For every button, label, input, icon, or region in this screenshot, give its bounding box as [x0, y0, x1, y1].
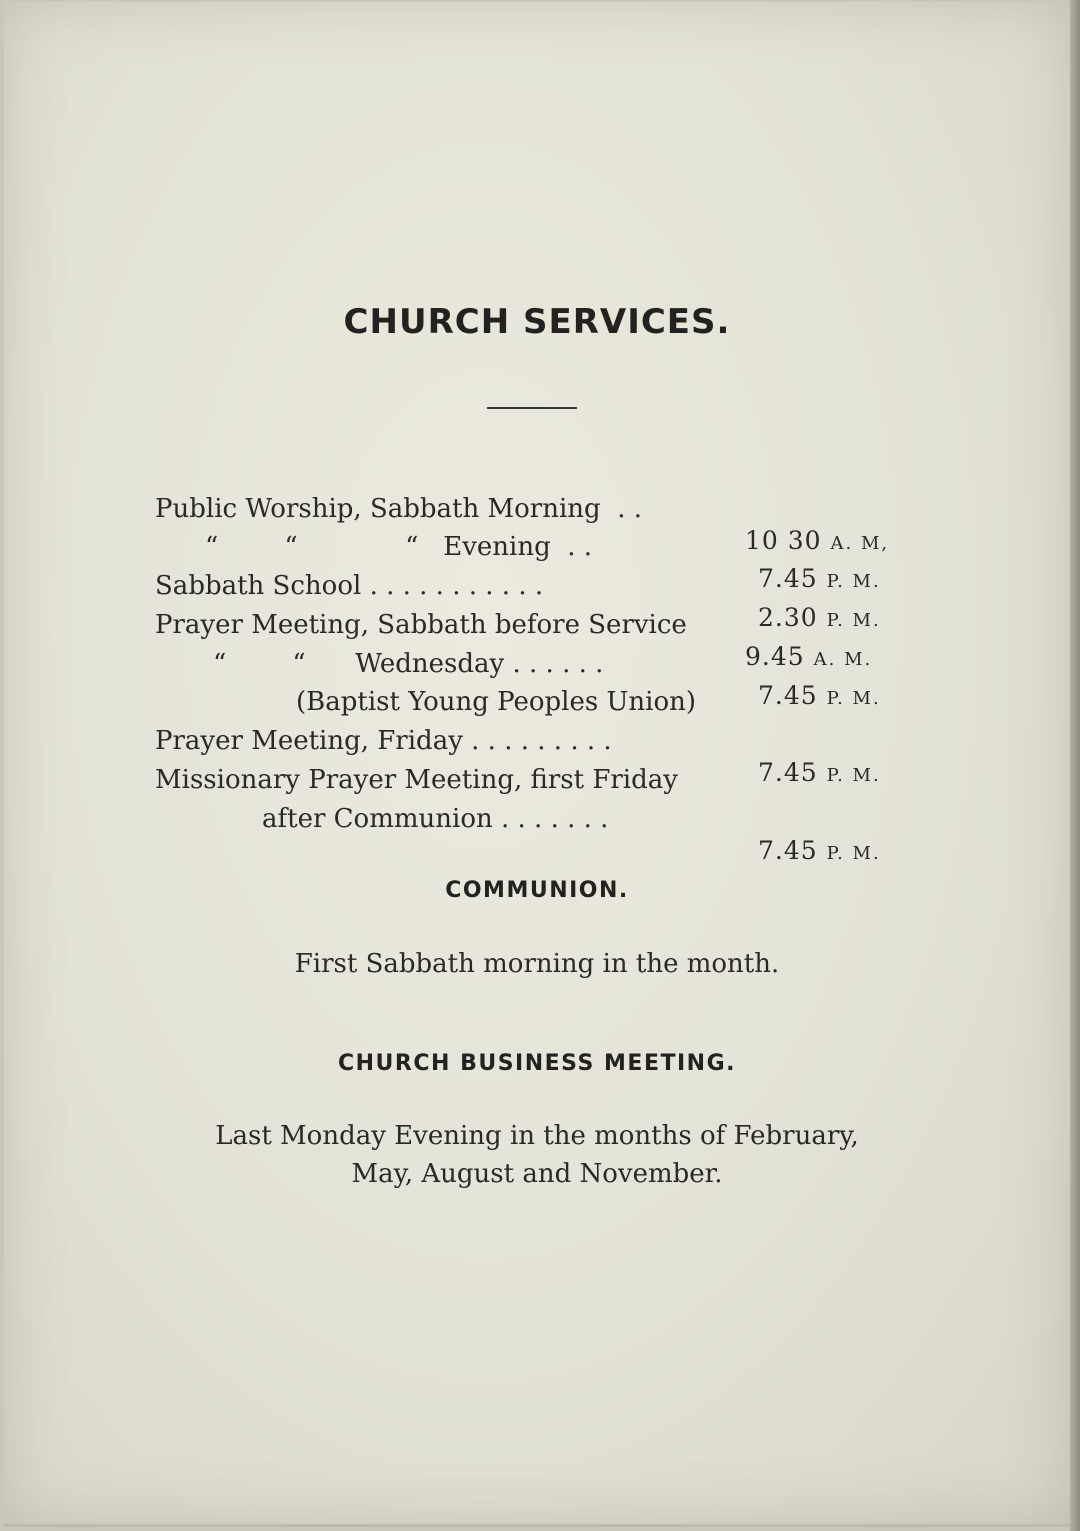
document-page — [4, 2, 1073, 1527]
service-label: “ “ Wednesday . . . . . . — [213, 649, 604, 679]
service-time: 2.30 P. M. — [758, 603, 881, 632]
service-label: (Baptist Young Peoples Union) — [296, 687, 697, 717]
communion-text: First Sabbath morning in the month. — [294, 949, 780, 979]
title-divider — [487, 407, 577, 409]
service-label: Prayer Meeting, Sabbath before Service — [155, 610, 687, 640]
service-label: Missionary Prayer Meeting, first Friday — [155, 765, 678, 795]
business-meeting-line-2: May, August and November. — [351, 1159, 723, 1189]
service-label: Sabbath School . . . . . . . . . . . — [155, 571, 544, 601]
communion-heading: COMMUNION. — [445, 878, 629, 903]
page-edge — [1070, 0, 1080, 1531]
service-time: 10 30 A. M, — [745, 526, 890, 555]
service-time: 7.45 P. M. — [758, 758, 881, 787]
service-label: after Communion . . . . . . . — [262, 804, 609, 834]
service-time: 7.45 P. M. — [758, 681, 881, 710]
page-title: CHURCH SERVICES. — [343, 302, 731, 342]
business-meeting-line-1: Last Monday Evening in the months of February, — [215, 1121, 859, 1151]
service-label: Prayer Meeting, Friday . . . . . . . . . — [155, 726, 612, 756]
business-meeting-heading: CHURCH BUSINESS MEETING. — [337, 1051, 736, 1076]
service-label: “ “ “ Evening . . — [205, 532, 593, 562]
service-time: 7.45 P. M. — [758, 836, 881, 865]
service-label: Public Worship, Sabbath Morning . . — [155, 494, 642, 524]
service-time: 9.45 A. M. — [745, 642, 873, 671]
service-time: 7.45 P. M. — [758, 564, 881, 593]
